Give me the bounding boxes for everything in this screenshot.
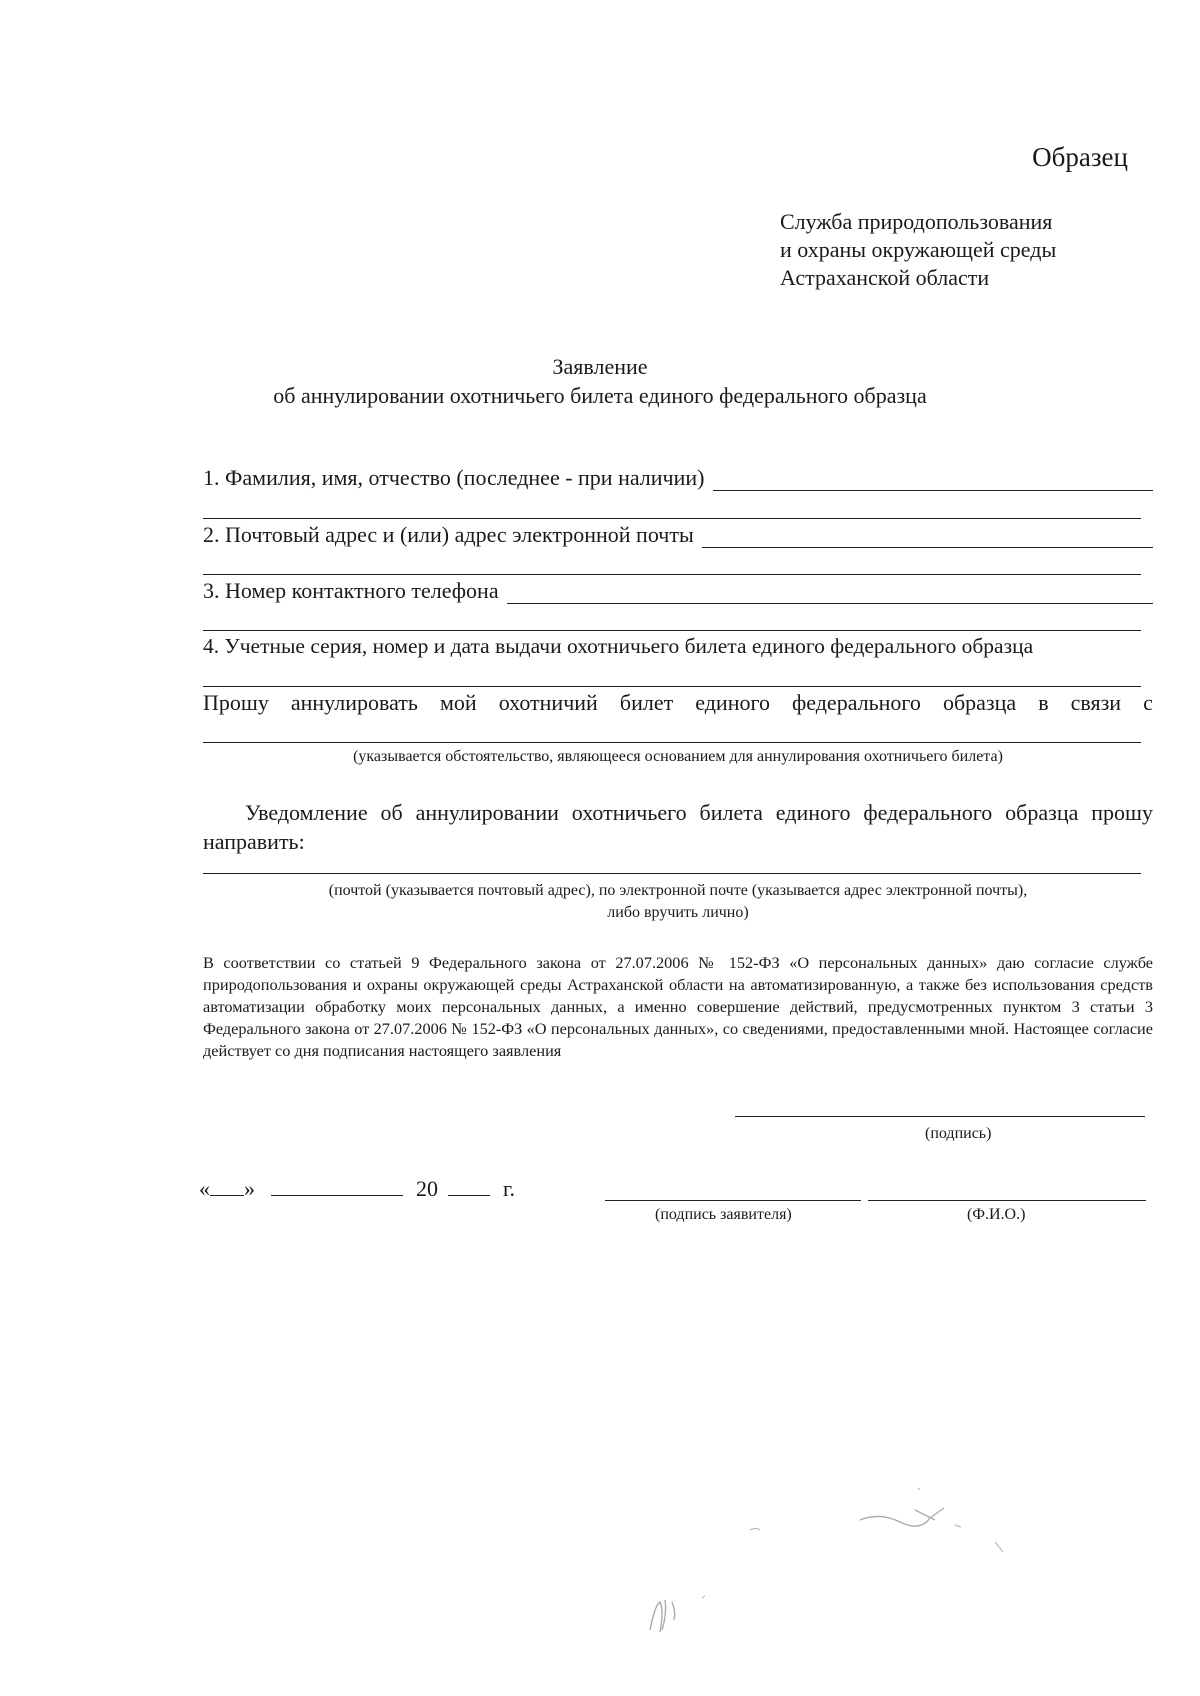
date-field [199,1176,515,1202]
field-phone-label: 3. Номер контактного телефона [203,578,499,603]
year-prefix: 20 [416,1176,438,1201]
recipient-line: и охраны окружающей среды [780,237,1057,262]
recipient-line: Служба природопользования [780,209,1053,234]
scan-marks [610,1580,730,1660]
field-full-name [203,465,1153,491]
document-title [0,352,1200,410]
notice-caption-line: (почтой (указывается почтовый адрес), по электронной почте (указывается адрес электронной почты), [328,882,1028,899]
request-word: охотничий [498,690,598,715]
address-input-line[interactable] [702,527,1153,548]
notice-text: Уведомление об аннулировании охотничьего билета единого федерального образца прошу направить: [203,800,1153,854]
request-word: Прошу [203,690,269,715]
title-subtitle: об аннулировании охотничьего билета единого федерального образца [273,383,927,408]
year-input-line[interactable] [448,1177,490,1196]
full-name-input-line[interactable] [713,470,1154,491]
consent-text: В соответствии со статьей 9 Федерального закона от 27.07.2006 № 152-ФЗ «О персональных данных» даю согласие службе природопользования и охраны окружающей среды Астраханской области на автоматизированную, а также без использования средств автоматизации обработку моих персональных данных, а именно совершение действий, предусмотренных пунктом 3 статьи 3 Федерального закона от 27.07.2006 № 152-ФЗ «О персональных данных», со сведениями, предоставленными мной. Настоящее согласие действует со дня подписания настоящего заявления [203,953,1153,1060]
applicant-signature-line[interactable] [605,1200,861,1201]
field-ticket-details [203,634,1153,659]
field-full-name-label: 1. Фамилия, имя, отчество (последнее - при наличии) [203,465,705,490]
reason-caption: (указывается обстоятельство, являющееся основанием для аннулирования охотничьего билета) [353,748,1003,765]
field-phone [203,578,1153,604]
quote-open: « [199,1176,210,1201]
consent-signature-line[interactable] [735,1116,1145,1117]
phone-continuation-line[interactable] [203,630,1141,631]
field-ticket-details-label: 4. Учетные серия, номер и дата выдачи охотничьего билета единого федерального образца [203,634,1034,658]
fio-line[interactable] [868,1200,1146,1201]
request-word: мой [439,690,477,715]
request-word: билет [619,690,674,715]
quote-close: » [244,1176,255,1201]
recipient-line: Астраханской области [780,265,990,290]
recipient-block [780,208,1056,292]
phone-input-line[interactable] [507,583,1153,604]
request-word: образца [942,690,1017,715]
notice-caption [203,880,1153,924]
request-text [203,690,1153,716]
notice-caption-line: либо вручить лично) [607,904,749,921]
applicant-signature-caption: (подпись заявителя) [655,1206,792,1223]
request-word: связи [1070,690,1122,715]
notice-method-input-line[interactable] [203,873,1141,874]
request-word: единого [695,690,770,715]
field-address-label: 2. Почтовый адрес и (или) адрес электронной почты [203,522,694,547]
fio-caption: (Ф.И.О.) [967,1206,1026,1223]
title-heading: Заявление [552,354,648,379]
reason-input-line[interactable] [203,742,1141,743]
request-word: с [1143,690,1153,715]
month-input-line[interactable] [271,1177,403,1196]
full-name-continuation-line[interactable] [203,518,1141,519]
field-address [203,522,1153,548]
ticket-details-input-line[interactable] [203,686,1141,687]
address-continuation-line[interactable] [203,574,1141,575]
sample-label: Образец [1032,142,1128,172]
year-suffix: г. [503,1176,516,1201]
request-word: в [1038,690,1049,715]
scan-marks [740,1480,1100,1580]
day-input-line[interactable] [210,1177,244,1196]
consent-signature-caption: (подпись) [925,1125,992,1142]
request-word: федерального [792,690,921,715]
request-word: аннулировать [290,690,418,715]
